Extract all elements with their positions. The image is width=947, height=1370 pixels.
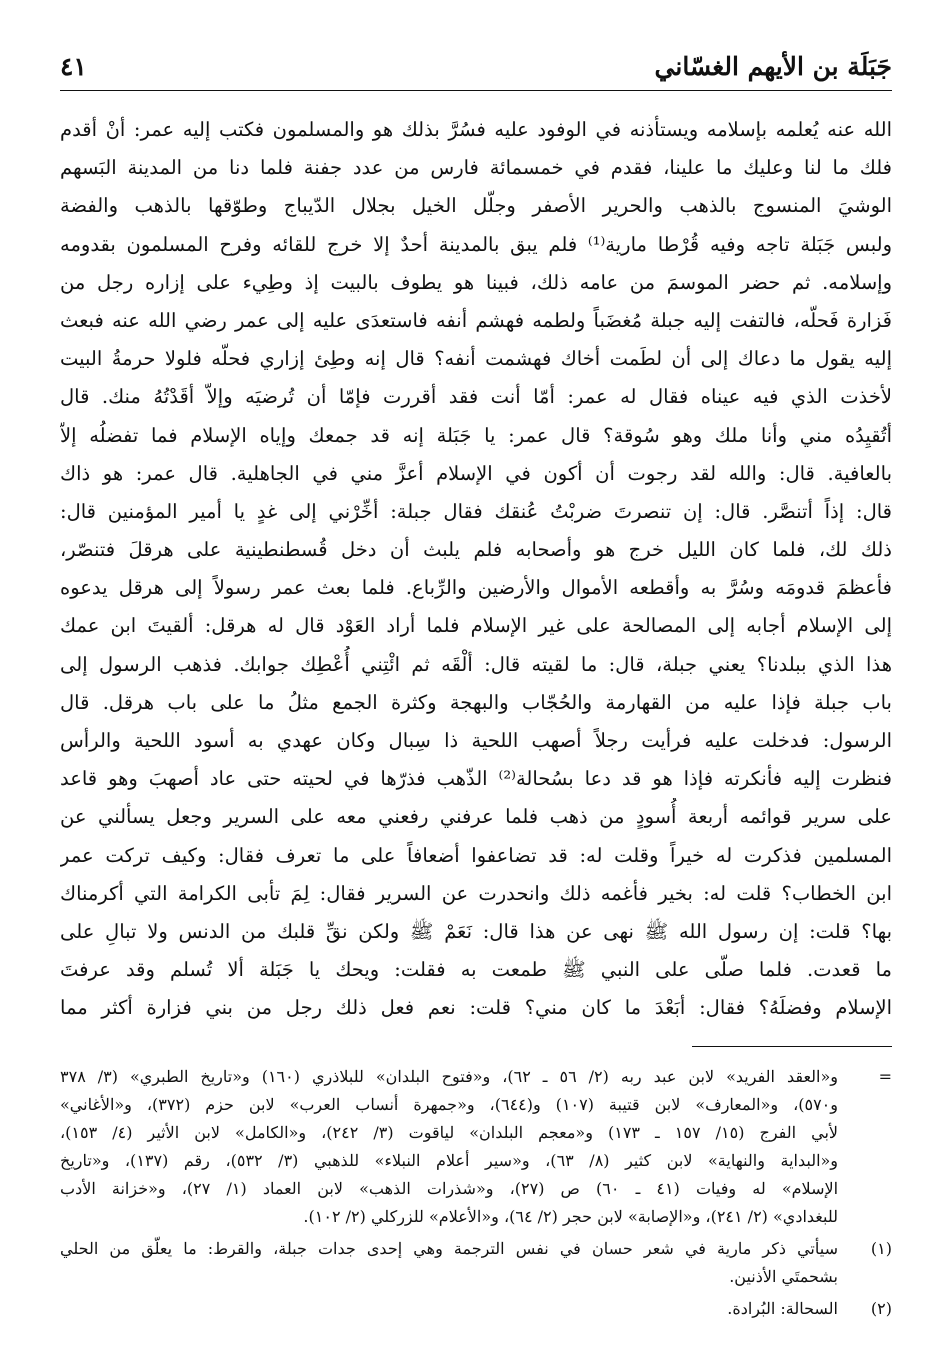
footnote-line: سيأتي ذكر مارية في شعر حسان في نفس الترجمة وهي إحدى جدات جبلة، والقرط: ما يعلّق من الحلي: [60, 1238, 838, 1258]
running-title: جَبَلَة بن الأيهم الغسّاني: [654, 52, 892, 81]
footnote: [60, 1295, 892, 1323]
footnote-line: السحالة: البُرادة.: [727, 1298, 838, 1318]
text-line: الله عنه يُعلمه بإسلامه ويستأذنه في الوفود عليه فسُرَّ بذلك هو والمسلمون فكتب إليه عمر: أنْ أقدم: [60, 118, 892, 141]
footnote: [60, 1063, 892, 1231]
footnote-line: لأبي الفرج (١٥/ ١٥٧ ـ ١٧٣) و«معجم البلدان» لياقوت (٣/ ٢٤٢)، و«الكامل» لابن الأثير (٤/ ١٥٣)،: [60, 1122, 838, 1142]
text-line: أتُقيِدُه مني وأنا ملك وهو سُوقة؟ قال عمر: يا جَبَلة إنه قد جمعك وإياه الإسلام فما تفضلُه إلاّ: [60, 423, 892, 447]
text-line: ما قعدت. فلما صلّى على النبي ﷺ طمعت به فقلت: ويحك يا جَبَلة ألا تُسلم وقد عرفتَ: [60, 958, 892, 982]
text-line: إلى الإسلام أجابه إلى المصالحة على غير الإسلام فلما أراد العَوْد قال له هرقل: ألقيتَ ابن عمك: [60, 614, 892, 638]
page-number: ٤١: [60, 52, 87, 81]
text-line: قال: إذاً أتنصَّر. قال: إن تنصرتَ ضربْتُ عُنقك فقال جبلة: أخِّرْني إلى غدٍ يا أمير المؤمنين قال:: [60, 499, 892, 523]
text-line: على سرير قوائمه أربعة أُسودٍ من ذهب فلما عرفني رفعني معه على السرير وجعل يسألني عن: [60, 805, 892, 829]
text-line: الوشيَ المنسوج بالذهب والحرير الأصفر وجلّل الخيل بجلال الدّيباج وطوّقها بالذهب والفضة: [60, 194, 892, 218]
text-line: ذلك لك، فلما كان الليل خرج هو وأصحابه فلم يلبث أن دخل قُسطنطينية على هرقلَ فتنصّر،: [60, 538, 892, 562]
running-header: [60, 40, 892, 91]
text-line: ولبس جَبَلة تاجه وفيه قُرْطا مارية⁽¹⁾ فلم يبق بالمدينة أحدٌ إلا خرج للقائه وفرح المسلمون بقدومه: [60, 232, 892, 256]
footnote-line: و٥٧٠)، و«المعارف» لابن قتيبة (١٠٧) و(٦٤٤)، و«جمهرة أنساب العرب» لابن حزم (٣٧٢)، و«الأغاني»: [60, 1094, 838, 1114]
footnote-marker: =: [878, 1066, 892, 1086]
footnote-line: و«العقد الفريد» لابن عبد ربه (٢/ ٥٦ ـ ٦٢)، و«فتوح البلدان» للبلاذري (١٦٠) و«تاريخ الطبري» (٣/ ٣٧٨: [60, 1066, 838, 1086]
text-line: فلك ما لنا وعليك ما علينا، فقدم في خمسمائة فارس من عدد جفنة فلما دنا من المدينة البَسهم: [60, 156, 892, 180]
text-line: لأخذت الذي فيه عيناه فقال له عمر: أمّا أنت فقد أقررت فإمّا أن تُرضيَه وإلاّ أقَدْتُهُ منك. قال: [60, 385, 892, 409]
text-line: ابن الخطاب؟ قلت له: بخير فأغمه ذلك وانحدرت عن السرير فقال: لِمَ تأبى الكرامة التي أكرمناك: [60, 881, 892, 905]
text-line: فَزارة فَحلّه، فالتفت إليه جبلة مُغضَباً ولطمه فهشم أنفه فاستعدَى عليه إلى عمر رضي الله عنه فبعث: [60, 308, 892, 332]
footnote-line: و«البداية والنهاية» لابن كثير (٨/ ٦٣)، و«سير أعلام النبلاء» للذهبي (٣/ ٥٣٢)، رقم (١٣٧)، و«تاريخ: [60, 1150, 838, 1170]
text-line: فنظرت إليه فأنكرته فإذا هو قد دعا بسُحالة⁽²⁾ الذّهب فذرّها في لحيته حتى عاد أصهبَ وهو قاعد: [60, 767, 892, 791]
text-line: فأعظمَ قدومَه وسُرَّ به وأقطعه الأموال والأرضين والرِّباع. فلما بعث عمر رسولاً إلى هرقل يدعوه: [60, 576, 892, 600]
footnote-marker: (٢): [870, 1298, 892, 1318]
book-page: [60, 40, 892, 1340]
text-line: بها؟ قلت: إن رسول الله ﷺ نهى عن هذا قال: نَعَمْ ﷺ ولكن نقِّ قلبك من الدنس ولا تبالِ على: [60, 919, 892, 943]
text-line: الإسلام وفضلَهُ؟ فقال: أبَعْدَ ما كان مني؟ قلت: نعم فعل ذلك رجل من بني فزارة أكثر مما: [60, 996, 892, 1020]
text-line: الرسول: فدخلت عليه فرأيت رجلاً أصهب اللحية ذا سِبال وكان عهدي به أسود اللحية والرأس: [60, 729, 892, 752]
text-line: بالعافية. قال: والله لقد رجوت أن أكون في الإسلام أعزَّ مني في الجاهلية. قال عمر: هو ذاك: [60, 461, 892, 485]
text-line: باب جبلة فإذا عليه من القهارمة والحُجّاب والبهجة وكثرة الجمع مثلُ ما على باب هرقل. قال: [60, 690, 892, 714]
footnote-separator: [692, 1046, 892, 1047]
footnote-line: بشحمتَي الأذنين.: [729, 1266, 838, 1286]
text-line: وإسلامه. ثم حضر الموسمَ من عامه ذلك، فبينا هو يطوف بالبيت إذ وطِيء على إزاره رجل من: [60, 270, 892, 294]
footnote-line: الإسلام» له وفيات (٤١ ـ ٦٠) ص (٢٧)، و«شذرات الذهب» لابن العماد (١/ ٢٧)، و«خزانة الأدب: [60, 1178, 838, 1198]
footnote-marker: (١): [870, 1238, 892, 1258]
footnote-line: للبغدادي» (٢/ ٢٤١)، و«الإصابة» لابن حجر (٢/ ٦٤)، و«الأعلام» للزركلي (٢/ ١٠٢).: [303, 1206, 838, 1226]
text-line: المسلمين فذكرت له خيراً وقلت له: قد تضاعفوا أضعافاً على ما تعرف فقال: وكيف تركت عمر: [60, 843, 892, 867]
text-line: إليه يقول ما دعاك إلى أن لطَمت أخاك فهشمت أنفه؟ قال إنه وطِئ إزاري فحلّه فلولا حرمةُ البيت: [60, 347, 892, 371]
text-line: هذا الذي ببلدنا؟ يعني جبلة، قال: ما لقيته قال: ألْقَه ثم ائْتِني أُعْطِك جوابك. فذهب الرسول إلى: [60, 652, 892, 676]
footnotes: [60, 1063, 892, 1323]
main-text: [60, 111, 892, 1028]
footnote: [60, 1235, 892, 1291]
